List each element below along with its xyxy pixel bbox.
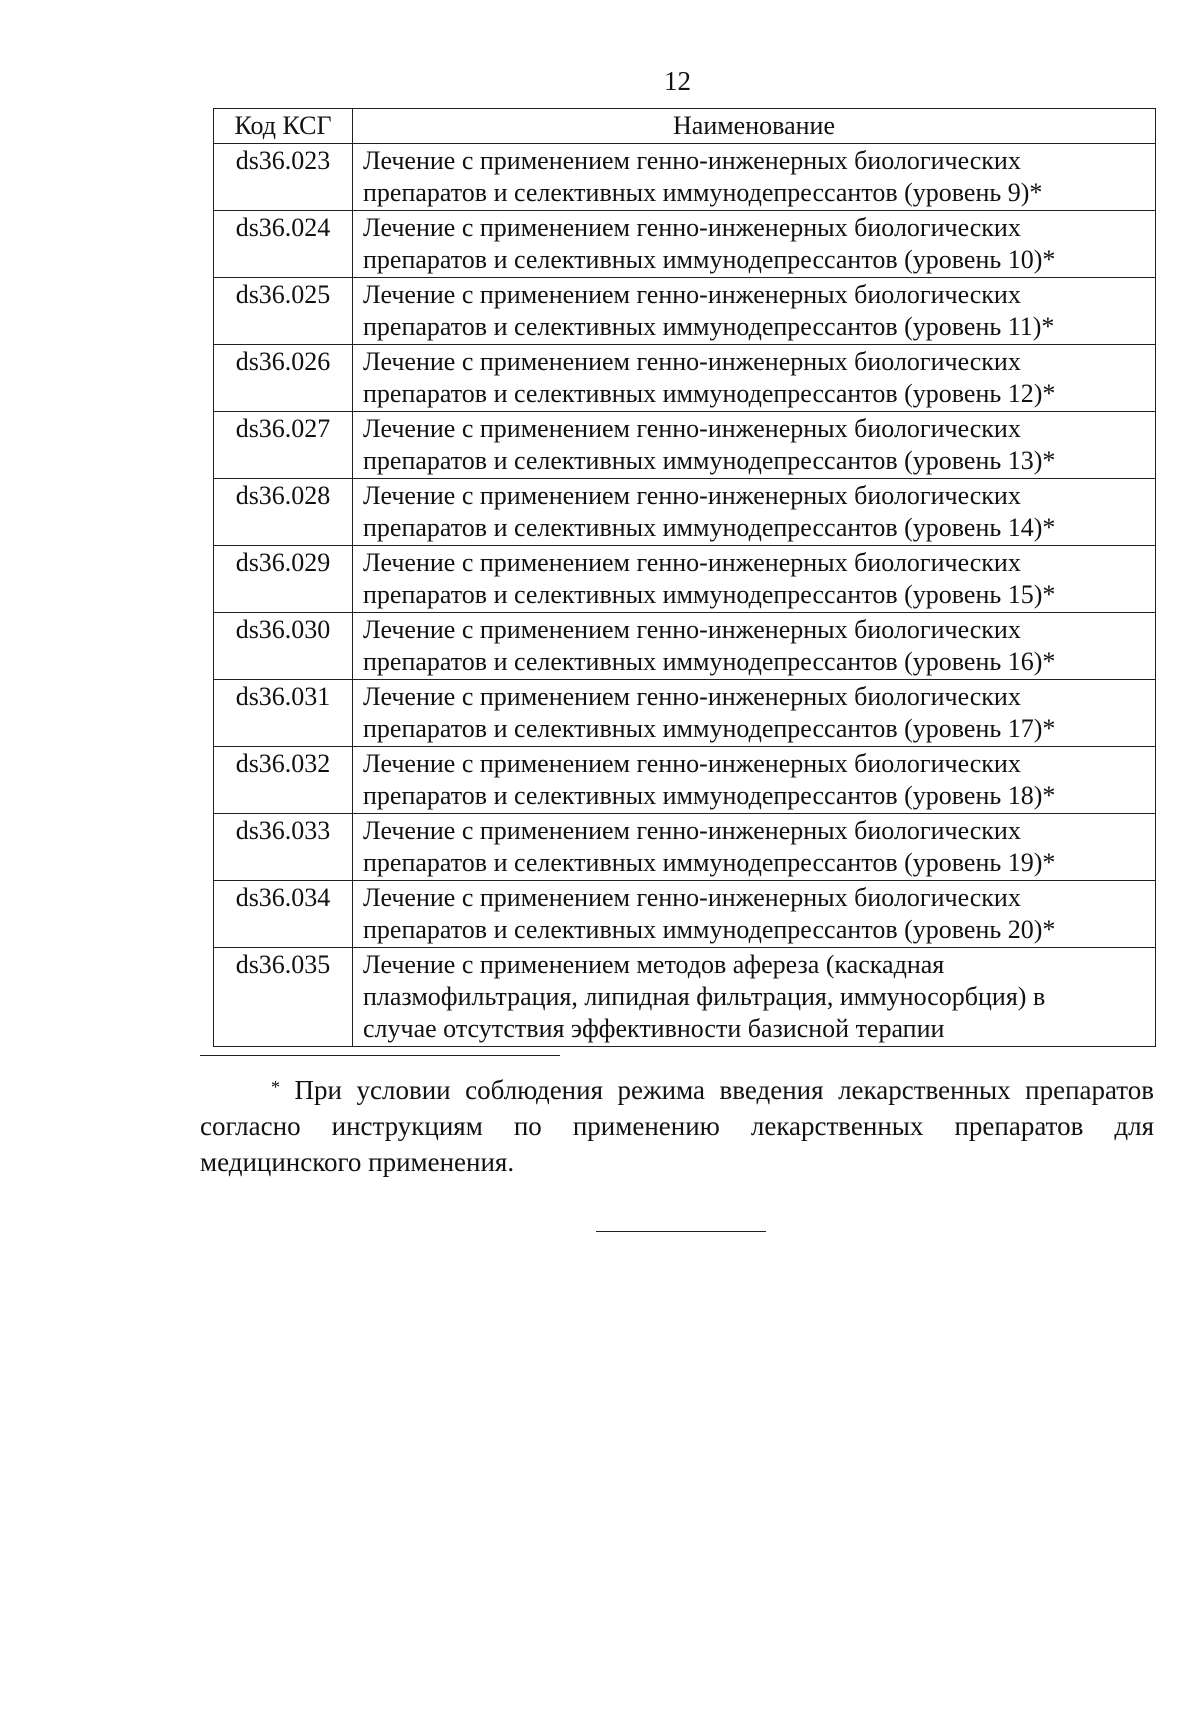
ksg-name-line: Лечение с применением генно-инженерных биологических — [363, 481, 1021, 510]
ksg-name-line: препаратов и селективных иммунодепрессантов (уровень 13)* — [363, 446, 1056, 475]
ksg-name — [353, 479, 1156, 546]
ksg-name-line: плазмофильтрация, липидная фильтрация, иммуносорбция) в — [363, 982, 1046, 1011]
ksg-name — [353, 613, 1156, 680]
ksg-name-line: препаратов и селективных иммунодепрессантов (уровень 10)* — [363, 245, 1056, 274]
ksg-code: ds36.024 — [214, 211, 353, 278]
ksg-name-line: препаратов и селективных иммунодепрессантов (уровень 19)* — [363, 848, 1056, 877]
ksg-name-line: Лечение с применением методов афереза (каскадная — [363, 950, 945, 979]
ksg-code: ds36.026 — [214, 345, 353, 412]
ksg-name — [353, 814, 1156, 881]
ksg-name — [353, 747, 1156, 814]
ksg-name — [353, 881, 1156, 948]
ksg-code: ds36.033 — [214, 814, 353, 881]
table-row — [214, 144, 1156, 211]
ksg-name-line: Лечение с применением генно-инженерных биологических — [363, 280, 1021, 309]
ksg-name-line: Лечение с применением генно-инженерных биологических — [363, 615, 1021, 644]
table-row — [214, 747, 1156, 814]
ksg-name-line: Лечение с применением генно-инженерных биологических — [363, 816, 1021, 845]
footnote-text-1: При условии соблюдения режима введения лекарственных препаратов — [294, 1075, 1154, 1105]
ksg-name-line: Лечение с применением генно-инженерных биологических — [363, 414, 1021, 443]
table-row — [214, 948, 1156, 1047]
table-row — [214, 814, 1156, 881]
table-row — [214, 412, 1156, 479]
ksg-code: ds36.032 — [214, 747, 353, 814]
table-row — [214, 479, 1156, 546]
header-name: Наименование — [353, 109, 1156, 144]
ksg-name-line: Лечение с применением генно-инженерных биологических — [363, 883, 1021, 912]
ksg-name-line: препаратов и селективных иммунодепрессантов (уровень 12)* — [363, 379, 1056, 408]
ksg-name-line: препаратов и селективных иммунодепрессантов (уровень 11)* — [363, 312, 1055, 341]
ksg-name-line: препаратов и селективных иммунодепрессантов (уровень 14)* — [363, 513, 1056, 542]
footnote-line-3: медицинского применения. — [200, 1147, 515, 1177]
ksg-name — [353, 546, 1156, 613]
ksg-code: ds36.023 — [214, 144, 353, 211]
ksg-code: ds36.031 — [214, 680, 353, 747]
table-row — [214, 278, 1156, 345]
ksg-code: ds36.034 — [214, 881, 353, 948]
ksg-code: ds36.027 — [214, 412, 353, 479]
ksg-name — [353, 211, 1156, 278]
table-row — [214, 613, 1156, 680]
table-row — [214, 546, 1156, 613]
ksg-name-line: препаратов и селективных иммунодепрессантов (уровень 17)* — [363, 714, 1056, 743]
ksg-code: ds36.030 — [214, 613, 353, 680]
table-row — [214, 680, 1156, 747]
footnote-line-1 — [200, 1072, 1154, 1108]
footnote-line-2: согласно инструкциям по применению лекарственных препаратов для — [200, 1111, 1154, 1141]
ksg-name-line: препаратов и селективных иммунодепрессантов (уровень 9)* — [363, 178, 1043, 207]
ksg-name-line: препаратов и селективных иммунодепрессантов (уровень 18)* — [363, 781, 1056, 810]
ksg-name-line: Лечение с применением генно-инженерных биологических — [363, 146, 1021, 175]
ksg-name — [353, 345, 1156, 412]
ksg-name-line: препаратов и селективных иммунодепрессантов (уровень 16)* — [363, 647, 1056, 676]
ksg-name — [353, 144, 1156, 211]
ksg-name-line: Лечение с применением генно-инженерных биологических — [363, 548, 1021, 577]
ksg-name-line: Лечение с применением генно-инженерных биологических — [363, 347, 1021, 376]
ksg-code: ds36.029 — [214, 546, 353, 613]
ksg-name — [353, 680, 1156, 747]
ksg-name — [353, 948, 1156, 1047]
end-separator — [596, 1231, 766, 1232]
ksg-table — [213, 108, 1156, 1047]
ksg-name-line: Лечение с применением генно-инженерных биологических — [363, 682, 1021, 711]
table-body — [214, 144, 1156, 1047]
ksg-code: ds36.025 — [214, 278, 353, 345]
table-row — [214, 881, 1156, 948]
footnote-separator — [200, 1055, 560, 1056]
footnote-marker: * — [271, 1077, 280, 1097]
ksg-name-line: случае отсутствия эффективности базисной терапии — [363, 1014, 945, 1043]
header-code: Код КСГ — [214, 109, 353, 144]
ksg-name — [353, 412, 1156, 479]
ksg-name-line: препаратов и селективных иммунодепрессантов (уровень 20)* — [363, 915, 1056, 944]
footnote — [200, 1072, 1154, 1180]
page-number: 12 — [664, 66, 691, 96]
ksg-code: ds36.028 — [214, 479, 353, 546]
ksg-name-line: препаратов и селективных иммунодепрессантов (уровень 15)* — [363, 580, 1056, 609]
table-row — [214, 345, 1156, 412]
table-header-row — [214, 109, 1156, 144]
ksg-name — [353, 278, 1156, 345]
ksg-name-line: Лечение с применением генно-инженерных биологических — [363, 749, 1021, 778]
ksg-code: ds36.035 — [214, 948, 353, 1047]
ksg-name-line: Лечение с применением генно-инженерных биологических — [363, 213, 1021, 242]
table-row — [214, 211, 1156, 278]
